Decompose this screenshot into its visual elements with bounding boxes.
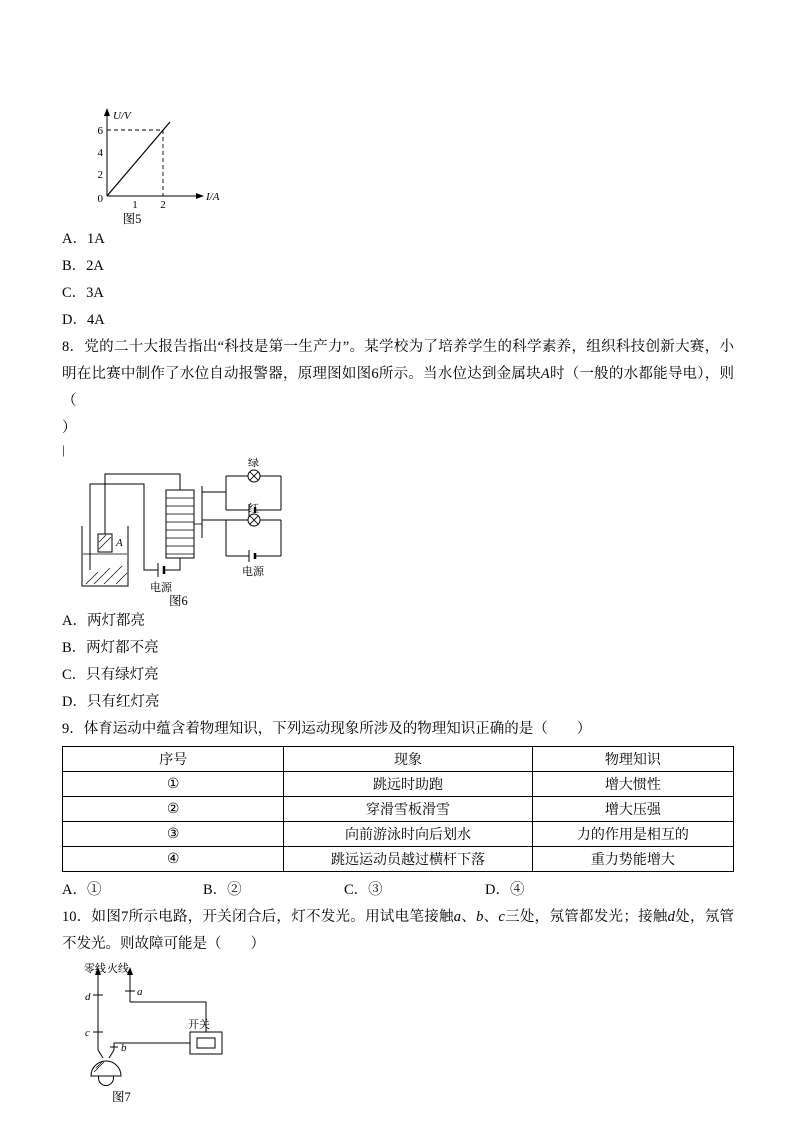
- red-lamp-label: 红: [248, 503, 259, 515]
- q8-option-b: B．两灯都不亮: [62, 640, 159, 656]
- q7-option-d: D．4A: [62, 312, 105, 328]
- y-axis-arrow: [104, 108, 110, 116]
- y-tick-2: 2: [97, 169, 103, 181]
- figure5: [82, 104, 734, 226]
- table-cell: 增大惯性: [532, 772, 733, 797]
- q8-option-c: C．只有绿灯亮: [62, 667, 159, 683]
- point-d-label: d: [85, 991, 91, 1003]
- text-run-italic: a: [453, 909, 462, 925]
- figure5-caption: 图5: [122, 212, 142, 226]
- table-cell: 增大压强: [532, 797, 733, 822]
- figure7-caption: 图7: [112, 1090, 131, 1104]
- table-header-cell: 物理知识: [532, 747, 733, 772]
- q7-option-b: B．2A: [62, 258, 104, 274]
- table-cell: 跳远运动员越过横杆下落: [284, 847, 532, 872]
- red-lamp-loop: [226, 514, 281, 562]
- text-run-italic: d: [667, 909, 675, 925]
- y-axis-label: U/V: [113, 110, 131, 122]
- live-wire-label: 火线: [107, 963, 129, 975]
- origin-label: 0: [97, 193, 103, 205]
- figure6-circuit: [74, 458, 289, 608]
- axes: [107, 113, 199, 196]
- y-tick-6: 6: [97, 125, 103, 137]
- table-row: [63, 797, 734, 822]
- point-c-label: c: [85, 1027, 90, 1039]
- q8-close-paren: ）: [62, 420, 77, 436]
- table-cell: ④: [63, 847, 284, 872]
- question-10-text: [62, 904, 734, 958]
- green-lamp-label: 绿: [248, 458, 259, 469]
- text-run: 处，氖管不发光。则故障可能是（ ）: [62, 909, 735, 952]
- question-8-text: [62, 334, 734, 415]
- text-run: 三处，氖管都发光；接触: [504, 909, 668, 925]
- text-run: 、: [483, 909, 499, 925]
- question-9-text: 9．体育运动中蕴含着物理知识，下列运动现象所涉及的物理知识正确的是（ ）: [62, 721, 592, 737]
- text-run: 8．党的二十大报告指出“科技是第一生产力”。某学校为了培养学生的科学素养，组织科技创新大赛，小明在比赛中制作了水位自动报警器，原理图如图6所示。当水位达到金属块: [62, 339, 734, 382]
- x-tick-1: 1: [132, 199, 138, 211]
- text-cursor-mark: |: [62, 442, 65, 457]
- table-row: [63, 847, 734, 872]
- electromagnet-coil: [166, 490, 194, 558]
- circuit-wires: [93, 975, 206, 1058]
- text-run-italic: c: [498, 909, 505, 925]
- y-tick-4: 4: [97, 147, 103, 159]
- figure7-circuit: [84, 962, 259, 1104]
- q8-options: [62, 608, 734, 716]
- table-cell: ①: [63, 772, 284, 797]
- figure6-caption: 图6: [169, 594, 188, 608]
- table-cell: 跳远时助跑: [284, 772, 532, 797]
- neutral-wire-label: 零线: [84, 963, 106, 975]
- point-a-label: a: [137, 986, 143, 998]
- table-row: [63, 822, 734, 847]
- table-cell: 向前游泳时向后划水: [284, 822, 532, 847]
- x-axis-arrow: [196, 193, 204, 199]
- power-label-right: 电源: [242, 566, 264, 578]
- switch: [190, 1032, 222, 1054]
- text-run: 10．如图7所示电路，开关闭合后，灯不发光。用试电笔接触: [62, 909, 454, 925]
- x-tick-2: 2: [160, 199, 166, 211]
- metal-block-label: A: [116, 537, 123, 549]
- table-cell: ③: [63, 822, 284, 847]
- iv-line: [107, 122, 170, 196]
- table-cell: 重力势能增大: [532, 847, 733, 872]
- q9-option-d: D．④: [485, 882, 525, 898]
- q9-option-c: C．③: [344, 882, 383, 898]
- figure6: [74, 458, 734, 608]
- table-cell: 穿滑雪板滑雪: [284, 797, 532, 822]
- text-run: 、: [461, 909, 477, 925]
- text-run: 时（一般的水都能导电），则（: [62, 366, 735, 409]
- q9-option-a: A．①: [62, 882, 102, 898]
- table-cell: ②: [63, 797, 284, 822]
- table-header-cell: 现象: [284, 747, 532, 772]
- table-cell: 力的作用是相互的: [532, 822, 733, 847]
- metal-block: [98, 534, 112, 552]
- table-row: [63, 772, 734, 797]
- table-header-row: [63, 747, 734, 772]
- q7-options: [62, 226, 734, 334]
- q9-options: [62, 876, 734, 904]
- q7-option-c: C．3A: [62, 285, 104, 301]
- x-axis-label: I/A: [206, 191, 220, 203]
- table-header-cell: 序号: [63, 747, 284, 772]
- figure5-graph: [82, 104, 232, 226]
- power-label-left: 电源: [150, 582, 172, 594]
- armature-contacts: [194, 486, 226, 538]
- q9-table: [62, 746, 734, 872]
- point-b-label: b: [121, 1042, 127, 1054]
- q9-option-b: B．②: [203, 882, 242, 898]
- figure7: [84, 962, 734, 1104]
- switch-label: 开关: [188, 1019, 210, 1031]
- text-run-italic: b: [476, 909, 484, 925]
- lamp: [91, 1061, 121, 1086]
- text-run-italic: A: [540, 366, 550, 382]
- q7-option-a: A．1A: [62, 231, 105, 247]
- q8-option-d: D．只有红灯亮: [62, 694, 160, 710]
- q8-option-a: A．两灯都亮: [62, 613, 145, 629]
